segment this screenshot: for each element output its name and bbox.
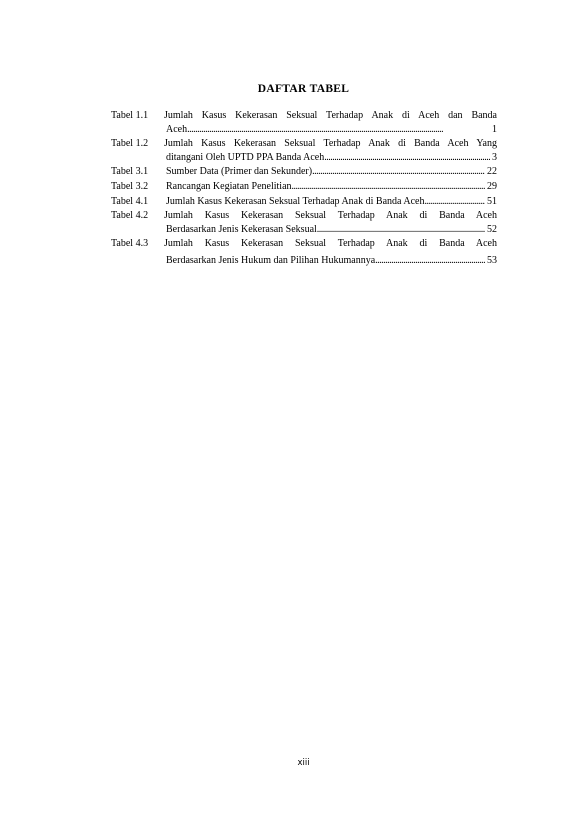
page-number: 22 <box>487 166 497 178</box>
table-caption-cont: Berdasarkan Jenis Hukum dan Pilihan Hukumannya <box>166 254 376 266</box>
table-label: Tabel 3.1 <box>111 166 149 178</box>
list-item[interactable] <box>111 137 497 164</box>
list-item[interactable] <box>111 209 497 236</box>
table-label: Tabel 1.1 <box>111 110 149 121</box>
list-item[interactable] <box>111 195 497 209</box>
table-list <box>111 109 497 269</box>
page-number: 3 <box>492 151 497 163</box>
page-title: DAFTAR TABEL <box>257 83 350 95</box>
page-number: 1 <box>492 123 497 135</box>
table-label: Tabel 4.2 <box>111 210 149 222</box>
dot-leader <box>324 151 490 165</box>
dot-leader <box>317 223 485 237</box>
dot-leader <box>425 195 486 209</box>
page-number: 29 <box>487 180 497 192</box>
table-caption: Sumber Data (Primer dan Sekunder) <box>166 166 313 178</box>
table-caption: Jumlah Kasus Kekerasan Seksual Terhadap Anak di Banda Aceh <box>164 238 497 250</box>
table-label: Tabel 1.2 <box>111 138 149 150</box>
table-label: Tabel 3.2 <box>111 180 149 192</box>
table-caption-cont: ditangani Oleh UPTD PPA Banda Aceh <box>166 151 325 163</box>
dot-leader <box>292 180 485 194</box>
list-item[interactable] <box>111 237 497 267</box>
table-label: Tabel 4.1 <box>111 195 149 207</box>
table-label: Tabel 4.3 <box>111 238 149 250</box>
table-caption-cont: Berdasarkan Jenis Kekerasan Seksual <box>166 223 317 235</box>
table-caption-cont: Aceh <box>166 123 188 135</box>
dot-leader <box>187 123 490 137</box>
dot-leader <box>312 165 485 179</box>
table-caption: Rancangan Kegiatan Penelitian <box>166 180 292 192</box>
page-number-footer: xiii <box>297 758 310 768</box>
table-caption: Jumlah Kasus Kekerasan Seksual Terhadap Anak di Banda Aceh <box>164 210 497 222</box>
table-caption: Jumlah Kasus Kekerasan Seksual Terhadap Anak di Banda Aceh <box>166 195 425 207</box>
page-number: 53 <box>487 254 497 266</box>
table-caption: Jumlah Kasus Kekerasan Seksual Terhadap Anak di Banda Aceh Yang <box>164 138 497 150</box>
dot-leader <box>375 254 485 268</box>
page-number: 51 <box>487 195 497 207</box>
table-caption: Jumlah Kasus Kekerasan Seksual Terhadap Anak di Aceh dan Banda <box>164 110 497 121</box>
list-item[interactable] <box>111 165 497 179</box>
list-item[interactable] <box>111 180 497 194</box>
list-item[interactable] <box>111 109 497 136</box>
page-number: 52 <box>487 223 497 235</box>
